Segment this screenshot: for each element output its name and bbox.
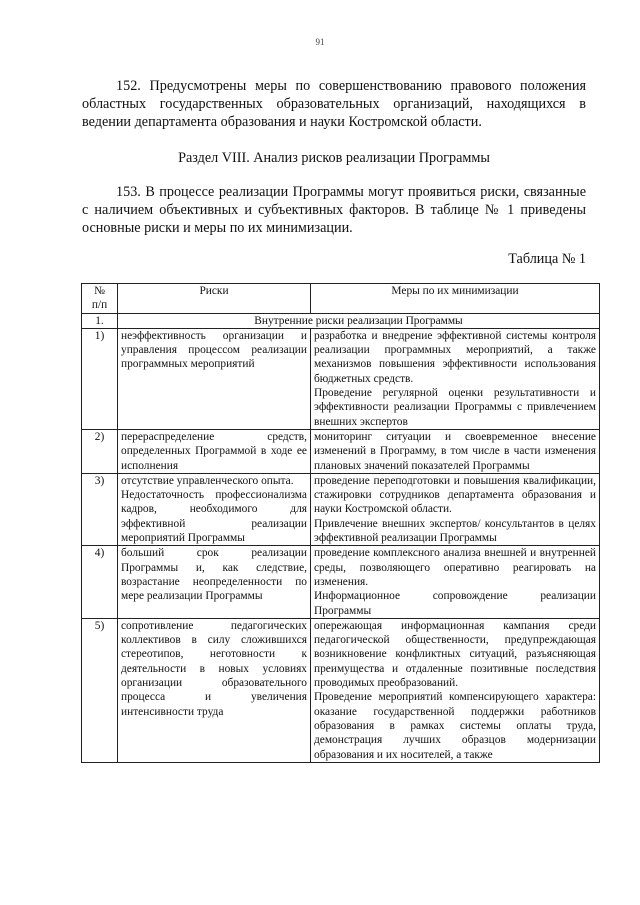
row-risk — [118, 429, 311, 473]
table-row — [82, 546, 600, 618]
table-caption: Таблица № 1 — [508, 251, 586, 267]
row-risk — [118, 618, 311, 762]
row-num: 4) — [82, 546, 118, 618]
table-row — [82, 328, 600, 429]
row-num: 5) — [82, 618, 118, 762]
row-measures — [311, 328, 600, 429]
measure-text: Проведение мероприятий компенсирующего характера: оказание государственной поддержки работников образования в рамках системы оплаты труда, демонстрация лучших образцов модернизации образования и их носителей, а также — [314, 691, 596, 761]
row-measures — [311, 618, 600, 762]
group-title: Внутренние риски реализации Программы — [118, 313, 600, 328]
paragraph-152: 152. Предусмотрены меры по совершенствованию правового положения областных государственных образовательных организаций, находящихся в ведении департамента образования и науки Костромской области. — [82, 78, 586, 130]
measure-text: проведение переподготовки и повышения квалификации, стажировки сотрудников департамента образования и науки Костромской области. — [314, 474, 596, 516]
table-row — [82, 429, 600, 473]
risk-text: Недостаточность профессионализма кадров, необходимого для эффективной реализации мероприятий Программы — [121, 489, 307, 545]
row-measures — [311, 429, 600, 473]
row-measures — [311, 546, 600, 618]
risk-text: перераспределение средств, определенных Программой в ходе ее исполнения — [121, 430, 307, 472]
section-heading: Раздел VIII. Анализ рисков реализации Программы — [178, 150, 490, 166]
page-number: 91 — [315, 37, 325, 47]
row-risk — [118, 473, 311, 545]
risks-table — [81, 283, 600, 763]
table-row — [82, 473, 600, 545]
risk-text: неэффективность организации и управления процессом реализации программных мероприятий — [121, 329, 307, 371]
measure-text: опережающая информационная кампания среди педагогической общественности, предупреждающая возникновение конфликтных ситуаций, разъясняющая преимущества и отдаленные позитивные последствия проводимых преобразований. — [314, 619, 596, 690]
header-num — [82, 284, 118, 314]
group-num: 1. — [82, 313, 118, 328]
row-measures — [311, 473, 600, 545]
risk-text: отсутствие управленческого опыта. — [121, 474, 294, 487]
header-num-line1: № — [94, 285, 105, 297]
row-num: 3) — [82, 473, 118, 545]
header-risks: Риски — [118, 284, 311, 314]
row-risk — [118, 328, 311, 429]
header-measures: Меры по их минимизации — [311, 284, 600, 314]
table-row — [82, 618, 600, 762]
row-risk — [118, 546, 311, 618]
measure-text: разработка и внедрение эффективной системы контроля реализации программных мероприятий, а также механизмов повышения эффективности использования бюджетных средств. — [314, 329, 596, 385]
measure-text: мониторинг ситуации и своевременное внесение изменений в Программу, в том числе в части изменения плановых значений показателей Программы — [314, 430, 596, 472]
table-header-row — [82, 284, 600, 314]
row-num: 2) — [82, 429, 118, 473]
measure-text: Проведение регулярной оценки результативности и эффективности реализации Программы с привлечением внешних экспертов — [314, 387, 596, 428]
row-num: 1) — [82, 328, 118, 429]
measure-text: Привлечение внешних экспертов/ консультантов в целях эффективной реализации Программы — [314, 517, 596, 545]
group-row — [82, 313, 600, 328]
risk-text: сопротивление педагогических коллективов в силу сложившихся стереотипов, неготовности к деятельности в новых условиях организации образовательного процесса и увеличения интенсивности труда — [121, 619, 307, 718]
measure-text: проведение комплексного анализа внешней и внутренней среды, позволяющего оперативно реагировать на изменения. — [314, 547, 596, 588]
header-num-line2: п/п — [91, 299, 108, 312]
paragraph-153: 153. В процессе реализации Программы могут проявиться риски, связанные с наличием объективных и субъективных факторов. В таблице № 1 приведены основные риски и меры по их минимизации. — [82, 184, 586, 236]
measure-text: Информационное сопровождение реализации Программы — [314, 590, 596, 617]
risk-text: больший срок реализации Программы и, как следствие, возрастание неопределенности по мере реализации Программы — [121, 547, 307, 603]
